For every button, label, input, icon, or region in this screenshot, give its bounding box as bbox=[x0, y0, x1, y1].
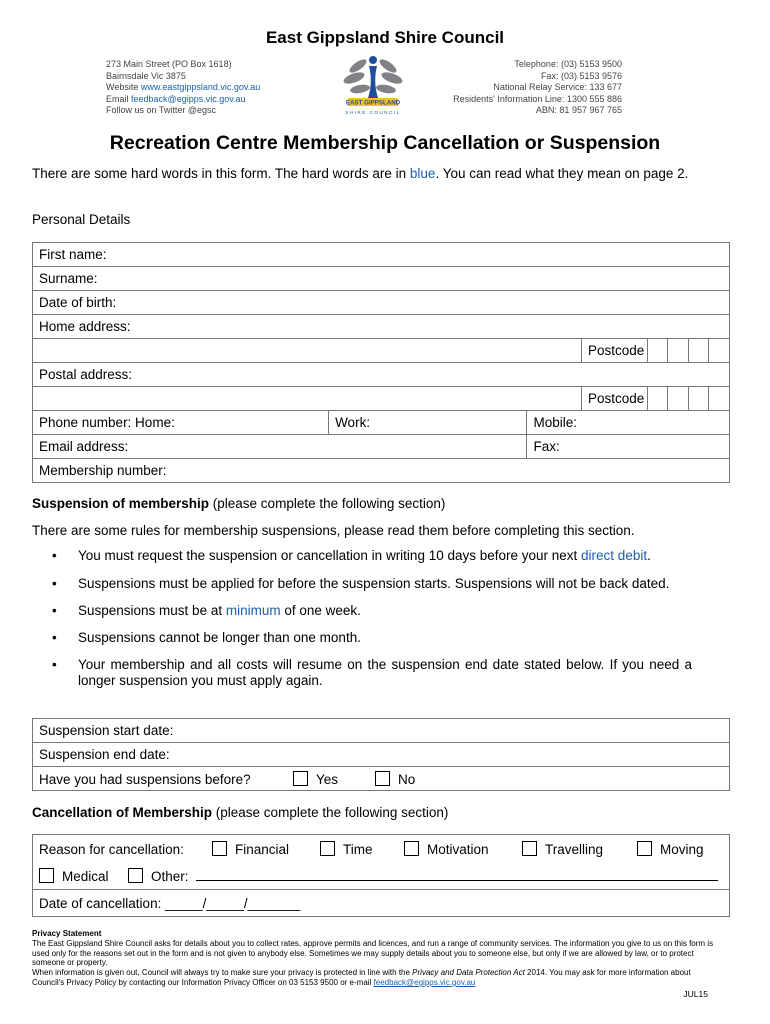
contact-line: National Relay Service: 133 677 bbox=[493, 82, 622, 92]
postcode-box[interactable] bbox=[688, 387, 709, 411]
bullet-glyph: • bbox=[52, 548, 57, 563]
reason-label: Reason for cancellation: bbox=[39, 842, 184, 857]
suspension-end-field[interactable]: Suspension end date: bbox=[33, 743, 730, 767]
cancellation-other-row bbox=[33, 863, 730, 890]
time-label: Time bbox=[343, 842, 373, 857]
phone-home-field[interactable]: Phone number: Home: bbox=[33, 411, 329, 435]
suspension-rules-list bbox=[52, 548, 692, 700]
table-row bbox=[33, 243, 730, 267]
table-row bbox=[33, 267, 730, 291]
logo-text: EAST GIPPSLAND bbox=[345, 99, 401, 107]
membership-number-field[interactable]: Membership number: bbox=[33, 459, 730, 483]
personal-details-heading: Personal Details bbox=[32, 212, 131, 227]
hard-word: blue bbox=[409, 166, 436, 181]
list-item: • Suspensions must be at minimum of one week. bbox=[52, 603, 361, 618]
postcode-box[interactable] bbox=[647, 339, 668, 363]
surname-field[interactable]: Surname: bbox=[33, 267, 730, 291]
table-row bbox=[33, 719, 730, 743]
suspension-table bbox=[32, 718, 730, 791]
council-contact-block bbox=[453, 59, 622, 117]
privacy-paragraph: The East Gippsland Shire Council asks for details about you to collect rates, approve permits and licences, and run a range of community services. The information you give to us on this form is used only for the reasons set out in the form and is not given to anybody else. Sometimes we may supply details about you to someone else, but only if we are allowed by law, or to protect someone or property. bbox=[32, 938, 714, 968]
table-row bbox=[33, 835, 730, 864]
council-address-block bbox=[106, 59, 260, 117]
address-line: 273 Main Street (PO Box 1618) bbox=[106, 59, 232, 69]
postcode-box[interactable] bbox=[709, 387, 730, 411]
table-row bbox=[33, 291, 730, 315]
cancellation-heading: Cancellation of Membership (please complete the following section) bbox=[32, 805, 449, 820]
fax-field[interactable]: Fax: bbox=[527, 435, 730, 459]
medical-checkbox[interactable] bbox=[39, 868, 54, 883]
table-row bbox=[33, 863, 730, 890]
home-address-line-2[interactable] bbox=[33, 339, 582, 363]
postal-address-line-2[interactable] bbox=[33, 387, 582, 411]
list-item: • You must request the suspension or cancellation in writing 10 days before your next direct debit. bbox=[52, 548, 651, 563]
website-line: Website www.eastgippsland.vic.gov.au bbox=[106, 82, 261, 92]
contact-line: ABN: 81 957 967 765 bbox=[535, 105, 622, 115]
motivation-checkbox[interactable] bbox=[404, 841, 419, 856]
other-checkbox[interactable] bbox=[128, 868, 143, 883]
twitter-line: Follow us on Twitter @egsc bbox=[106, 105, 217, 115]
motivation-label: Motivation bbox=[427, 842, 489, 857]
email-link[interactable]: feedback@egipps.vic.gov.au bbox=[131, 93, 246, 104]
hard-word: direct debit bbox=[581, 548, 648, 563]
suspension-history-question: Have you had suspensions before? bbox=[39, 771, 251, 787]
other-label: Other: bbox=[151, 869, 189, 884]
personal-details-table bbox=[32, 242, 730, 483]
postcode-label: Postcode bbox=[581, 387, 647, 411]
postcode-label: Postcode bbox=[581, 339, 647, 363]
privacy-act-name: Privacy and Data Protection Act bbox=[412, 968, 525, 978]
table-row bbox=[33, 315, 730, 339]
postcode-box[interactable] bbox=[709, 339, 730, 363]
logo-subtext: SHIRE COUNCIL bbox=[345, 110, 401, 115]
hard-word: minimum bbox=[225, 603, 281, 618]
other-reason-input[interactable] bbox=[196, 870, 718, 881]
moving-label: Moving bbox=[660, 842, 704, 857]
table-row bbox=[33, 387, 730, 411]
dob-field[interactable]: Date of birth: bbox=[33, 291, 730, 315]
council-logo bbox=[338, 52, 408, 122]
no-checkbox[interactable] bbox=[375, 771, 390, 786]
privacy-email-link[interactable]: feedback@egipps.vic.gov.au bbox=[373, 977, 476, 987]
table-row bbox=[33, 411, 730, 435]
list-item: • Your membership and all costs will resume on the suspension end date stated below. If you need a longer suspension you must apply again. bbox=[52, 657, 692, 688]
suspension-history-row bbox=[33, 767, 730, 791]
phone-work-field[interactable]: Work: bbox=[329, 411, 527, 435]
table-row bbox=[33, 459, 730, 483]
list-item: • Suspensions must be applied for before the suspension starts. Suspensions will not be back dated. bbox=[52, 576, 670, 591]
financial-label: Financial bbox=[235, 842, 290, 857]
privacy-paragraph: When information is given out, Council will always try to make sure your privacy is protected in line with the Privacy and Data Protection Act 2014. You may ask for more information about Council's Privacy Policy by contacting our Information Privacy Officer on 03 5153 9500 or e-mail feedback@egipps.vic.gov.au bbox=[32, 968, 691, 987]
intro-text: There are some hard words in this form. The hard words are in blue. You can read what they mean on page 2. bbox=[32, 166, 689, 181]
bullet-glyph: • bbox=[52, 603, 57, 618]
time-checkbox[interactable] bbox=[320, 841, 335, 856]
suspension-heading: Suspension of membership (please complete the following section) bbox=[32, 496, 446, 511]
yes-label: Yes bbox=[316, 771, 339, 787]
first-name-field[interactable]: First name: bbox=[33, 243, 730, 267]
table-row bbox=[33, 435, 730, 459]
table-row bbox=[33, 890, 730, 917]
document-title: Recreation Centre Membership Cancellation or Suspension bbox=[109, 132, 661, 154]
address-line: Bairnsdale Vic 3875 bbox=[106, 70, 186, 81]
bullet-glyph: • bbox=[52, 657, 57, 672]
suspension-start-field[interactable]: Suspension start date: bbox=[33, 719, 730, 743]
cancellation-date-field[interactable]: Date of cancellation: _____/_____/_______ bbox=[33, 890, 730, 917]
logo-emblem-icon bbox=[338, 52, 408, 122]
contact-line: Telephone: (03) 5153 9500 bbox=[514, 59, 622, 69]
postcode-box[interactable] bbox=[688, 339, 709, 363]
moving-checkbox[interactable] bbox=[637, 841, 652, 856]
bullet-glyph: • bbox=[52, 630, 57, 645]
travelling-checkbox[interactable] bbox=[522, 841, 537, 856]
council-name: East Gippsland Shire Council bbox=[265, 28, 505, 47]
table-row bbox=[33, 743, 730, 767]
cancellation-table bbox=[32, 834, 730, 917]
travelling-label: Travelling bbox=[545, 842, 604, 857]
email-field[interactable]: Email address: bbox=[33, 435, 527, 459]
table-row bbox=[33, 339, 730, 363]
home-address-field[interactable]: Home address: bbox=[33, 315, 730, 339]
medical-label: Medical bbox=[62, 869, 109, 884]
financial-checkbox[interactable] bbox=[212, 841, 227, 856]
privacy-statement bbox=[32, 929, 716, 988]
no-label: No bbox=[398, 771, 416, 787]
postal-address-field[interactable]: Postal address: bbox=[33, 363, 730, 387]
contact-line: Fax: (03) 5153 9576 bbox=[540, 70, 622, 81]
postcode-box[interactable] bbox=[647, 387, 668, 411]
suspension-rules-intro: There are some rules for membership suspensions, please read them before completing this section. bbox=[32, 523, 635, 538]
website-link[interactable]: www.eastgippsland.vic.gov.au bbox=[140, 82, 261, 92]
postcode-box[interactable] bbox=[668, 387, 689, 411]
yes-checkbox[interactable] bbox=[293, 771, 308, 786]
form-code: JUL15 bbox=[683, 989, 708, 999]
table-row bbox=[33, 363, 730, 387]
postcode-box[interactable] bbox=[668, 339, 689, 363]
cancellation-reason-row bbox=[33, 835, 730, 864]
bullet-glyph: • bbox=[52, 576, 57, 591]
contact-line: Residents' Information Line: 1300 555 886 bbox=[453, 93, 622, 104]
list-item: • Suspensions cannot be longer than one month. bbox=[52, 630, 361, 645]
privacy-heading: Privacy Statement bbox=[32, 929, 102, 938]
mobile-field[interactable]: Mobile: bbox=[527, 411, 730, 435]
email-line: Email feedback@egipps.vic.gov.au bbox=[106, 93, 246, 104]
table-row bbox=[33, 767, 730, 791]
